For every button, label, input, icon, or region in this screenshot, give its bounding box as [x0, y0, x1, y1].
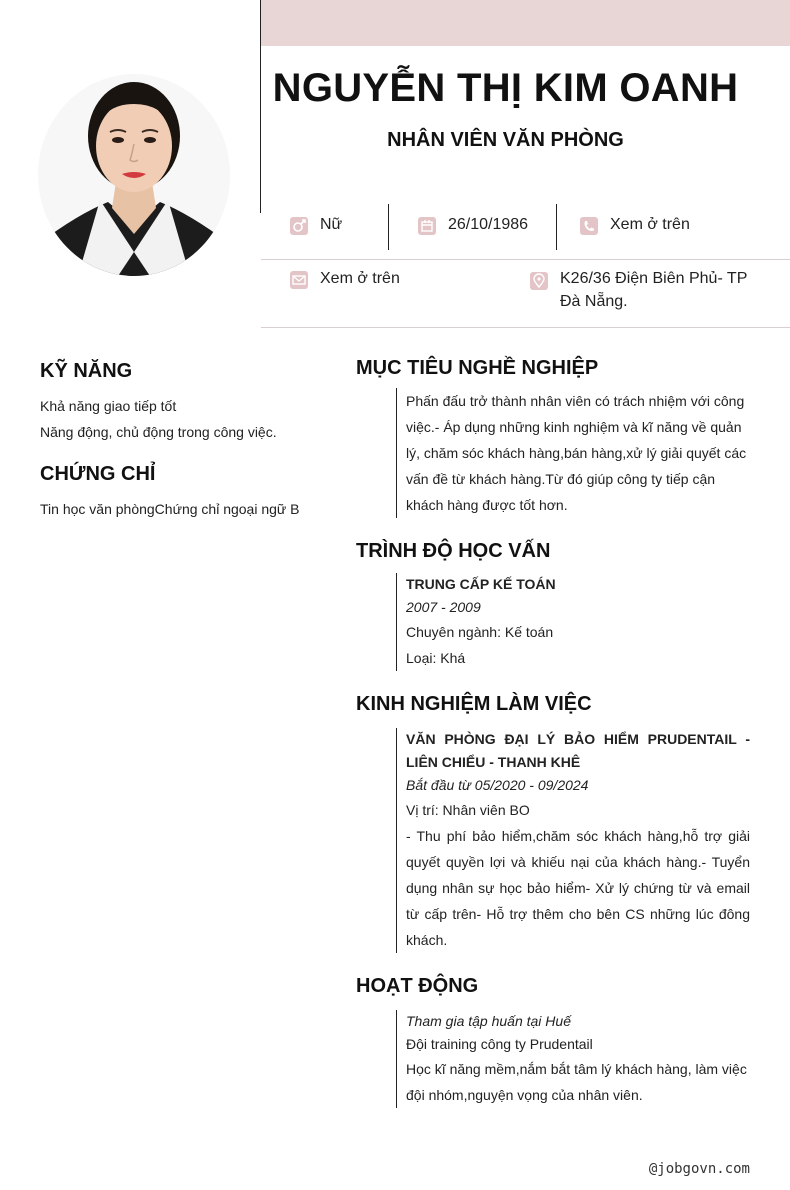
- birthday-text: 26/10/1986: [448, 216, 529, 233]
- candidate-role: NHÂN VIÊN VĂN PHÒNG: [387, 129, 624, 151]
- profile-photo: [38, 74, 230, 276]
- calendar-icon: [418, 217, 436, 235]
- education-grade: Loại: Khá: [406, 650, 466, 666]
- activities-section: [356, 975, 750, 1108]
- header-band: [261, 0, 790, 46]
- info-divider: [261, 327, 790, 328]
- certificates-text: Tin học văn phòngChứng chỉ ngoại ngữ B: [40, 501, 300, 517]
- experience-position: Vị trí: Nhân viên BO: [406, 802, 530, 818]
- education-period: 2007 - 2009: [406, 599, 481, 615]
- email-icon: [290, 271, 308, 289]
- education-section: [356, 540, 750, 671]
- education-title: TRÌNH ĐỘ HỌC VẤN: [356, 540, 551, 562]
- objective-title: MỤC TIÊU NGHỀ NGHIỆP: [356, 357, 599, 379]
- phone-text: Xem ở trên: [610, 216, 690, 233]
- activities-event: Tham gia tập huấn tại Huế: [406, 1013, 571, 1029]
- activities-title: HOẠT ĐỘNG: [356, 975, 479, 997]
- phone-icon: [580, 217, 598, 235]
- education-block: [396, 573, 750, 671]
- activities-block: [396, 1010, 750, 1108]
- birthday-item: [418, 216, 528, 235]
- skill-item: Khả năng giao tiếp tốt: [40, 398, 177, 414]
- left-column: [40, 360, 330, 522]
- email-item: [290, 270, 400, 289]
- gender-text: Nữ: [320, 216, 343, 233]
- gender-icon: [290, 217, 308, 235]
- gender-item: [290, 216, 342, 235]
- address-item: [530, 270, 760, 313]
- experience-period: Bắt đầu từ 05/2020 - 09/2024: [406, 777, 589, 793]
- education-school: TRUNG CẤP KẾ TOÁN: [406, 576, 556, 592]
- experience-description: - Thu phí bảo hiểm,chăm sóc khách hàng,hỗ trợ giải quyết quyền lợi và khiếu nại của khách hàng.- Tuyển dụng nhân sự học bảo hiểm- Xử lý chứng từ và email từ cấp trên- Hỗ trợ thêm cho bên CS những lúc đông khách.: [406, 828, 750, 948]
- experience-title: KINH NGHIỆM LÀM VIỆC: [356, 693, 592, 715]
- candidate-name: NGUYỄN THỊ KIM OANH: [272, 66, 739, 110]
- phone-item: [580, 216, 690, 235]
- experience-section: [356, 693, 750, 953]
- certificates-title: CHỨNG CHỈ: [40, 463, 156, 485]
- experience-block: [396, 728, 750, 953]
- right-column: [356, 357, 750, 1130]
- skills-title: KỸ NĂNG: [40, 360, 133, 382]
- activities-description: Học kĩ năng mềm,nắm bắt tâm lý khách hàng, làm việc đội nhóm,nguyện vọng của nhân viên.: [406, 1061, 747, 1103]
- objective-block: [396, 388, 750, 518]
- experience-company: VĂN PHÒNG ĐẠI LÝ BẢO HIỂM PRUDENTAIL - LIÊN CHIỂU - THANH KHÊ: [406, 731, 750, 770]
- objective-text: Phấn đấu trở thành nhân viên có trách nhiệm với công việc.- Áp dụng những kinh nghiệm và kĩ năng về quản lý, chăm sóc khách hàng,bán hàng,xử lý giải quyết các vấn đề từ khách hàng.Từ đó giúp công ty tiếp cận khách hàng được tốt hơn.: [406, 393, 747, 513]
- info-separator: [556, 204, 557, 250]
- skill-item: Năng động, chủ động trong công việc.: [40, 424, 277, 440]
- activities-org: Đội training công ty Prudentail: [406, 1036, 593, 1052]
- footer-watermark: @jobgovn.com: [648, 1161, 750, 1177]
- info-divider: [261, 259, 790, 260]
- objective-section: [356, 357, 750, 518]
- skills-list: [40, 393, 330, 445]
- personal-info-row-1: [261, 204, 790, 250]
- info-separator: [388, 204, 389, 250]
- education-major: Chuyên ngành: Kế toán: [406, 624, 554, 640]
- address-text: K26/36 Điện Biên Phủ- TP Đà Nẵng.: [560, 270, 748, 310]
- location-icon: [530, 272, 548, 290]
- email-text: Xem ở trên: [320, 270, 400, 287]
